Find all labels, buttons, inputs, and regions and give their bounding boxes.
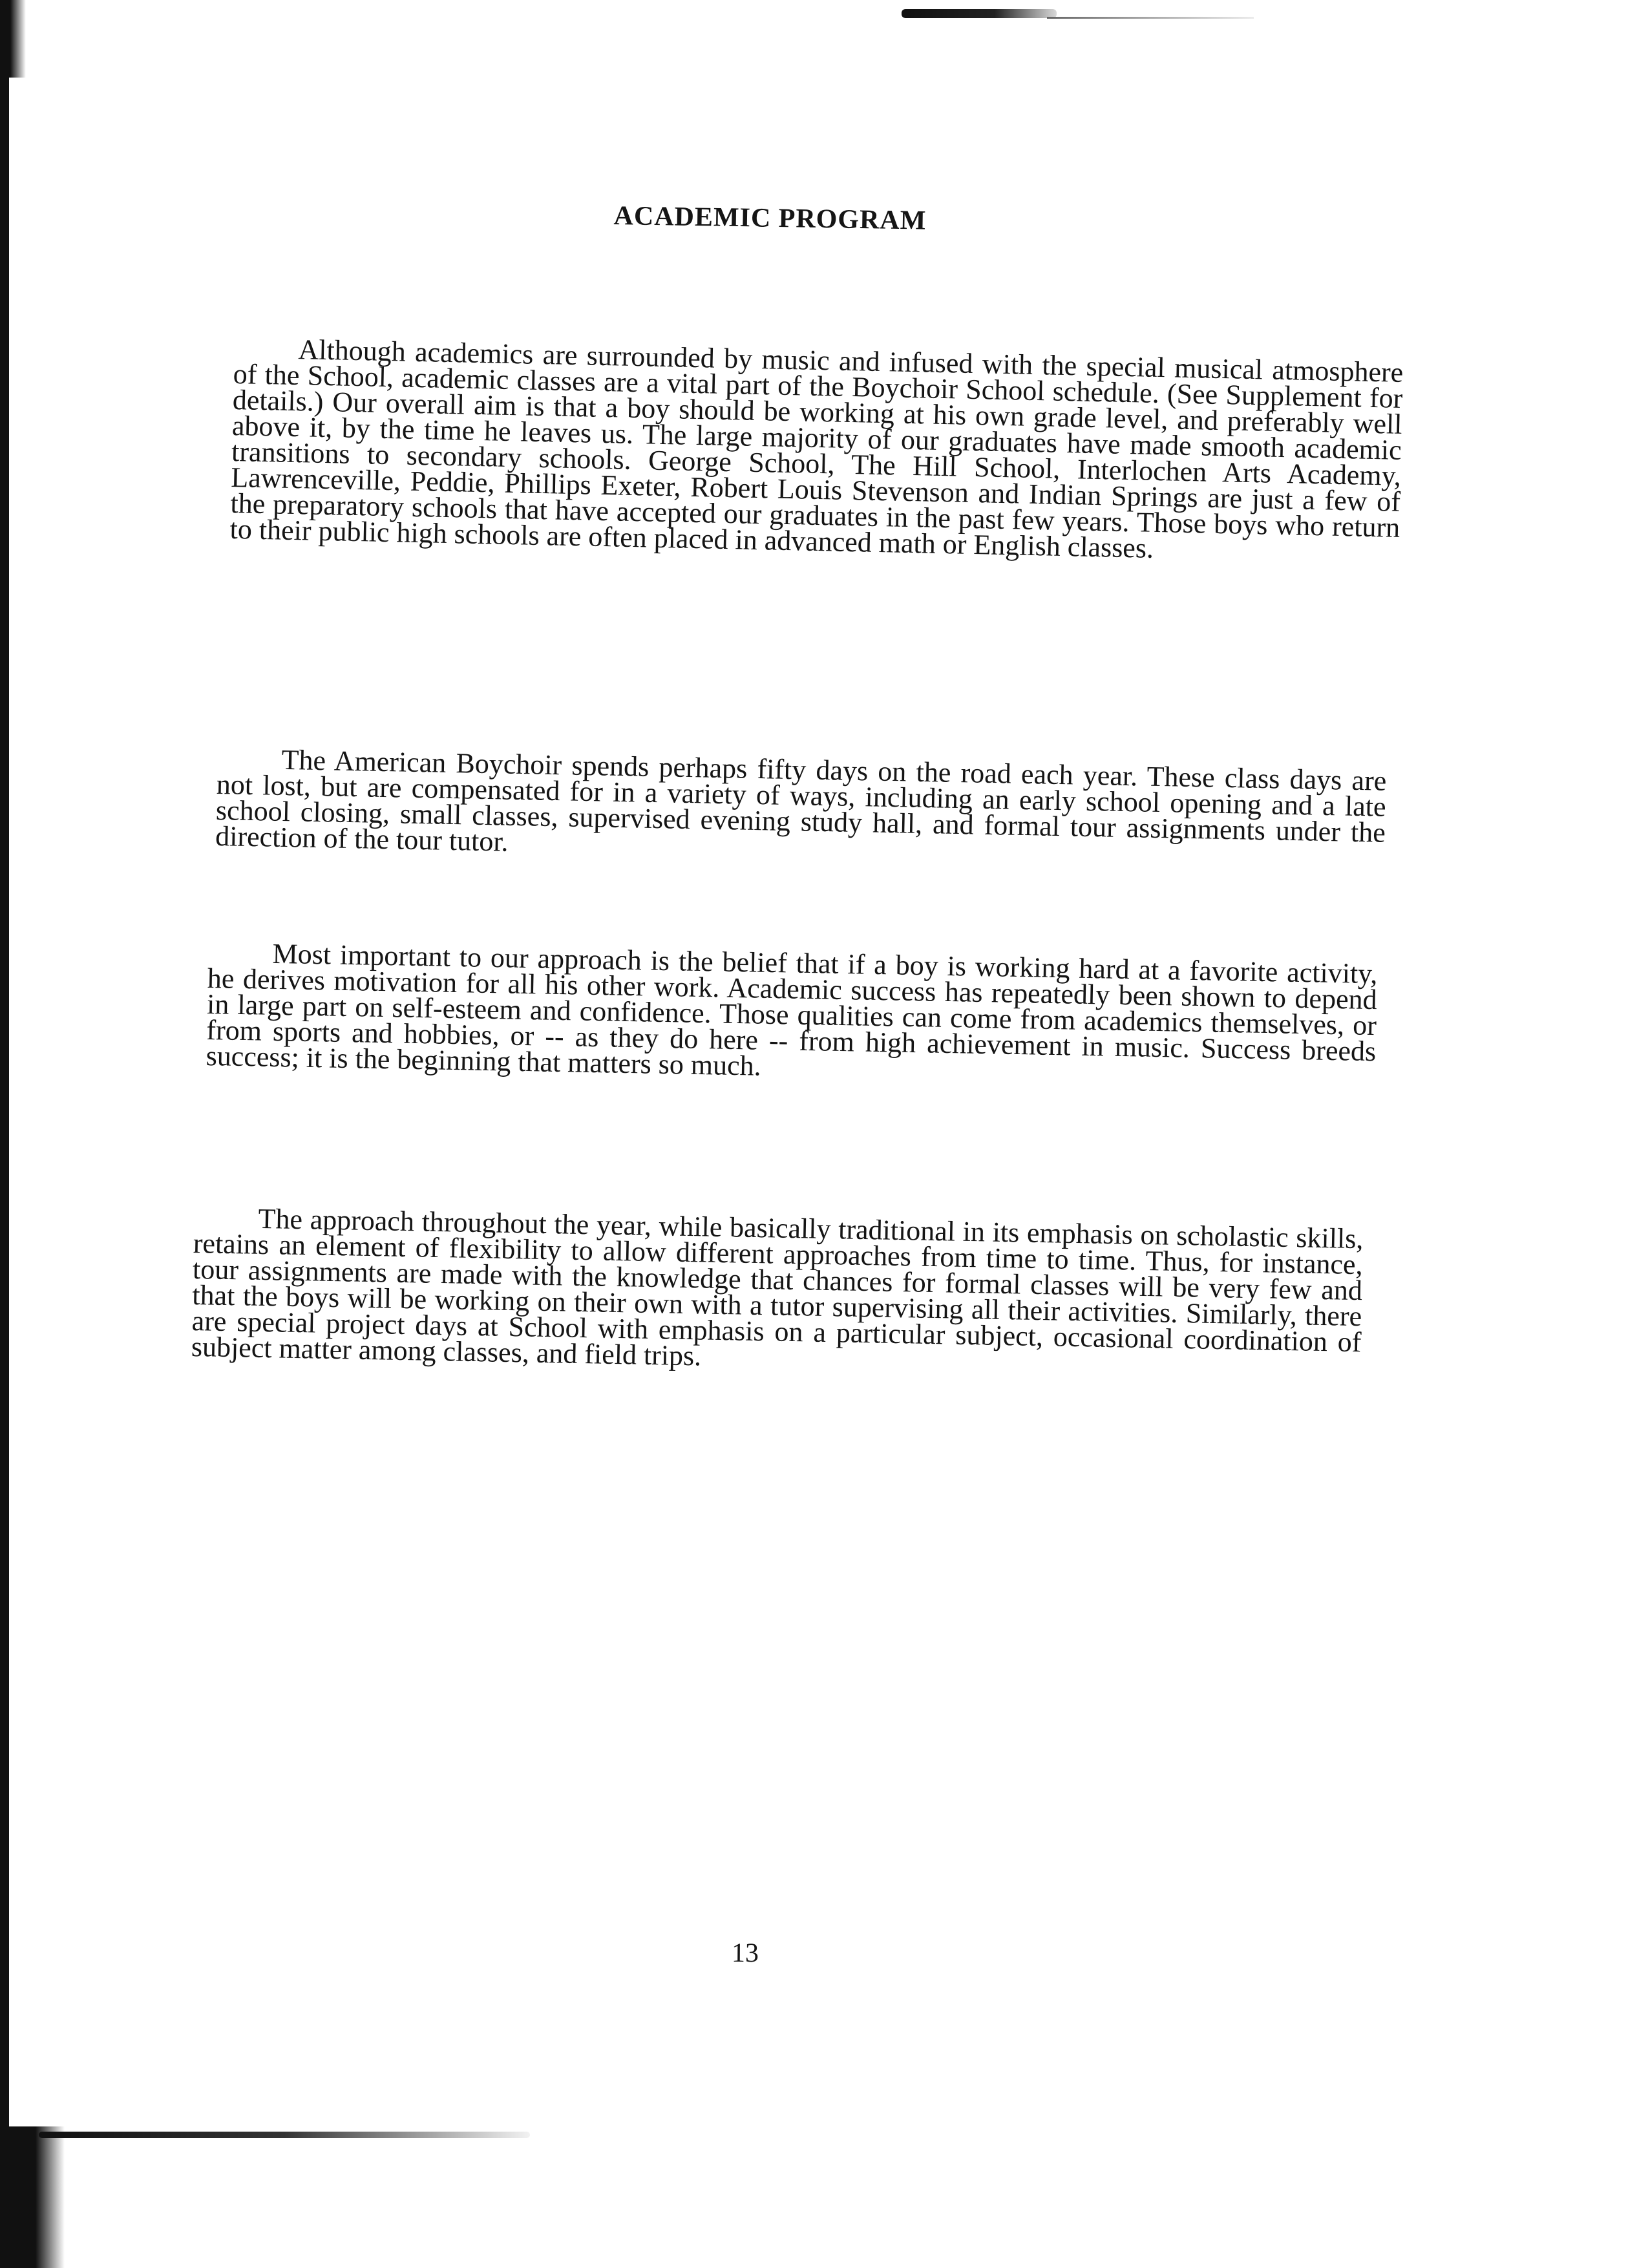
scan-shadow-left-edge	[0, 0, 9, 2268]
scan-mark-top-thin	[1047, 17, 1254, 19]
scan-mark-top	[902, 9, 1057, 18]
paragraph-motivation: Most important to our approach is the belief that if a boy is working hard at a favorite activity, he derives motivation for all his other work. Academic success has repeatedly been shown to depend in large part on self-esteem and confidence. Those qualities can come from academics themselves, or from sports and hobbies, or -- as they do here -- from high achievement in music. Success breeds success; it is the beginning that matters so much.	[206, 937, 1378, 1082]
paragraph-flexible-approach: The approach throughout the year, while basically traditional in its emphasis on scholastic skills, retains an element of flexibility to allow different approaches from time to time. Thus, for instance, tour assignments are made with the knowledge that chances for formal classes will be very few and that the boys will be working on their own with a tutor supervising all their activities. Similarly, there are special project days at School with emphasis on a particular subject, occasional coordination of subject matter among classes, and field trips.	[191, 1202, 1364, 1372]
scan-shadow-top-left-corner	[0, 0, 26, 78]
page-number: 13	[731, 1938, 759, 1969]
paragraph-academics-overview: Although academics are surrounded by music and infused with the special musical atmosphere of the School, academic classes are a vital part of the Boychoir School schedule. (See Supplement for details.) Our overall aim is that a boy should be working at his own grade level, and preferably well above it, by the time he leaves us. The large majority of our graduates have made smooth academic transitions to secondary schools. George School, The Hill School, Interlochen Arts Academy, Lawrenceville, Peddie, Phillips Exeter, Robert Louis Stevenson and Indian Springs are just a few of the preparatory schools that have accepted our graduates in the past few years. Those boys who return to their public high schools are often placed in advanced math or English classes.	[229, 334, 1404, 564]
paragraph-touring-days: The American Boychoir spends perhaps fifty days on the road each year. These class days are not lost, but are compensated for in a variety of ways, including an early school opening and a late school closing, small classes, supervised evening study hall, and formal tour assignments under the direction of the tour tutor.	[215, 743, 1387, 858]
scan-shadow-bottom-left	[0, 2126, 65, 2268]
scan-mark-bottom	[39, 2132, 530, 2138]
page-title: ACADEMIC PROGRAM	[613, 200, 927, 236]
